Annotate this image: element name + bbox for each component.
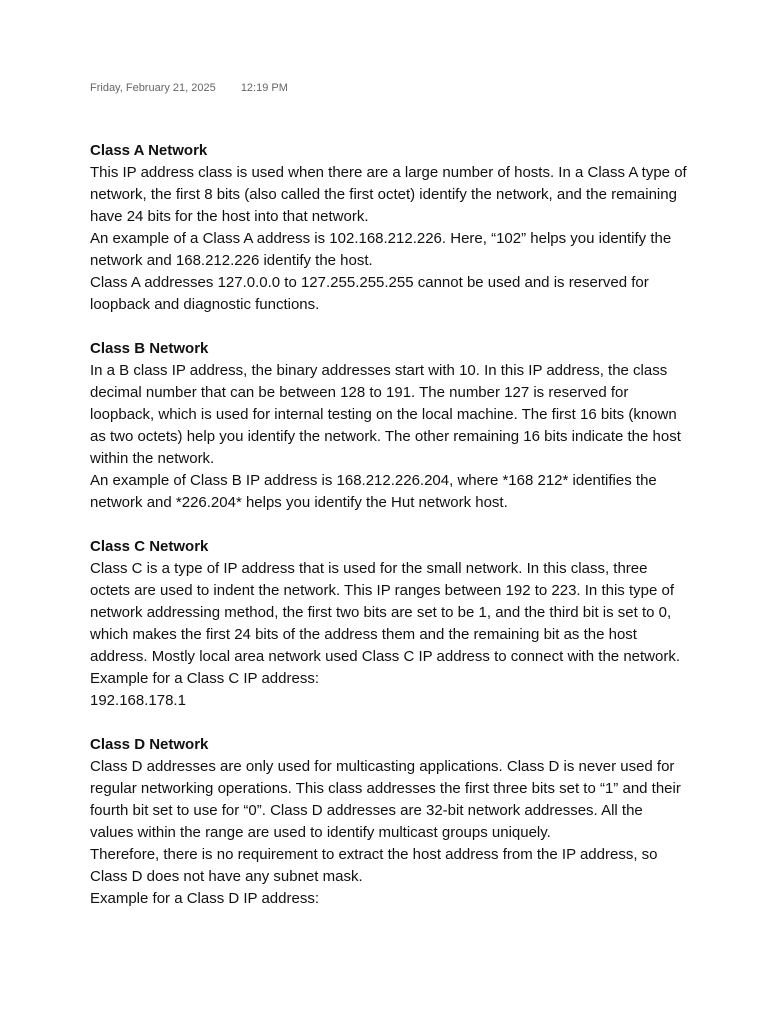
note-body[interactable] xyxy=(90,140,690,932)
section-paragraph: Class D addresses are only used for multicasting applications. Class D is never used for regular networking operations. This class addresses the first three bits set to “1” and their fourth bit set to use for “0”. Class D addresses are 32-bit network addresses. All the values within the range are used to identify multicast groups uniquely. xyxy=(90,758,681,841)
section-paragraph: An example of Class B IP address is 168.212.226.204, where *168 212* identifies the network and *226.204* helps you identify the Hut network host. xyxy=(90,472,657,511)
section-paragraph: This IP address class is used when there are a large number of hosts. In a Class A type of network, the first 8 bits (also called the first octet) identify the network, and the remaining have 24 bits for the host into that network. xyxy=(90,164,687,225)
section-heading: Class D Network xyxy=(90,736,209,753)
section-heading: Class B Network xyxy=(90,340,209,357)
section-paragraph: 192.168.178.1 xyxy=(90,692,186,709)
section-paragraph: In a B class IP address, the binary addresses start with 10. In this IP address, the class decimal number that can be between 128 to 191. The number 127 is reserved for loopback, which is used for internal testing on the local machine. The first 16 bits (known as two octets) help you identify the network. The other remaining 16 bits indicate the host within the network. xyxy=(90,362,681,467)
section-paragraph: Therefore, there is no requirement to extract the host address from the IP address, so Class D does not have any subnet mask. xyxy=(90,846,658,885)
section-class-b xyxy=(90,338,690,514)
section-class-d xyxy=(90,734,690,910)
section-class-c xyxy=(90,536,690,712)
section-paragraph: Class C is a type of IP address that is used for the small network. In this class, three octets are used to indent the network. This IP ranges between 192 to 223. In this type of network addressing method, the first two bits are set to be 1, and the third bit is set to 0, which makes the first 24 bits of the address them and the remaining bit as the host address. Mostly local area network used Class C IP address to connect with the network. xyxy=(90,560,681,665)
section-paragraph: An example of a Class A address is 102.168.212.226. Here, “102” helps you identify the network and 168.212.226 identify the host. xyxy=(90,230,672,269)
section-paragraph: Example for a Class D IP address: xyxy=(90,890,319,907)
section-class-a xyxy=(90,140,690,316)
note-timestamp xyxy=(90,82,288,94)
section-heading: Class C Network xyxy=(90,538,209,555)
section-paragraph: Class A addresses 127.0.0.0 to 127.255.255.255 cannot be used and is reserved for loopback and diagnostic functions. xyxy=(90,274,649,313)
note-date: Friday, February 21, 2025 xyxy=(90,82,216,94)
section-heading: Class A Network xyxy=(90,142,208,159)
section-paragraph: Example for a Class C IP address: xyxy=(90,670,319,687)
note-time: 12:19 PM xyxy=(240,82,288,94)
